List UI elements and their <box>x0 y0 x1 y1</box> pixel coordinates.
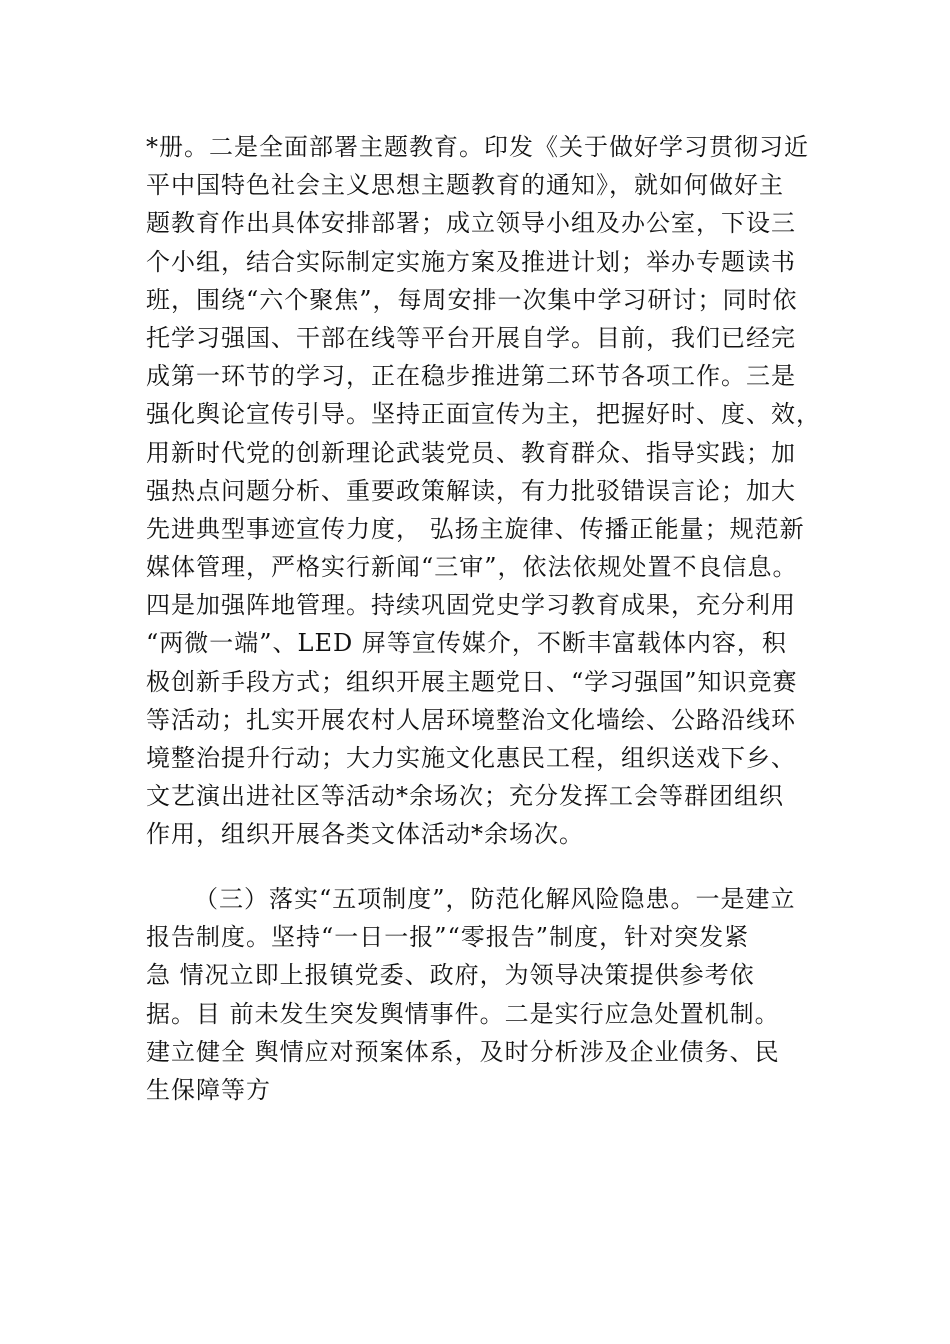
text-line: 极创新手段方式；组织开展主题党日、“学习强国”知识竞赛 <box>146 667 798 696</box>
text-line: 用新时代党的创新理论武装党员、教育群众、指导实践；加 <box>146 438 796 467</box>
text-line: 境整治提升行动；大力实施文化惠民工程，组织送戏下乡、 <box>146 744 796 772</box>
text-line: 生保障等方 <box>146 1075 271 1104</box>
text-line: 先进典型事迹宣传力度， 弘扬主旋律、传播正能量；规范新 <box>146 514 805 543</box>
text-line: 据。目 前未发生突发舆情事件。二是实行应急处置机制。 <box>146 999 780 1028</box>
text-line: 成第一环节的学习，正在稳步推进第二环节各项工作。三是 <box>146 362 796 391</box>
text-line: 急 情况立即上报镇党委、政府，为领导决策提供参考依 <box>146 961 755 990</box>
text-line: 个小组，结合实际制定实施方案及推进计划；举办专题读书 <box>146 247 796 276</box>
text-line: 强热点问题分析、重要政策解读，有力批驳错误言论；加大 <box>146 476 796 505</box>
paragraph-1 <box>146 128 821 854</box>
text-line: 班，围绕“六个聚焦”，每周安排一次集中学习研讨；同时依 <box>146 285 798 314</box>
paragraph-2 <box>146 880 816 1109</box>
text-line: 四是加强阵地管理。持续巩固党史学习教育成果，充分利用 <box>146 591 796 620</box>
text-line: “两微一端”、LED 屏等宣传媒介，不断丰富载体内容，积 <box>146 629 787 658</box>
text-line: 建立健全 舆情应对预案体系，及时分析涉及企业债务、民 <box>146 1037 780 1066</box>
text-line: 强化舆论宣传引导。坚持正面宣传为主，把握好时、度、效， <box>146 400 821 429</box>
text-line: *册。二是全面部署主题教育。印发《关于做好学习贯彻习近 <box>146 133 809 161</box>
text-line: 托学习强国、干部在线等平台开展自学。目前，我们已经完 <box>146 323 796 352</box>
text-line: 等活动；扎实开展农村人居环境整治文化墙绘、公路沿线环 <box>146 705 796 734</box>
text-line: 媒体管理，严格实行新闻“三审”，依法依规处置不良信息。 <box>146 553 798 582</box>
text-line: 作用，组织开展各类文体活动*余场次。 <box>146 820 584 849</box>
text-line: （三）落实“五项制度”，防范化解风险隐患。一是建立 <box>194 885 796 913</box>
text-line: 题教育作出具体安排部署；成立领导小组及办公室，下设三 <box>146 209 796 238</box>
text-line: 平中国特色社会主义思想主题教育的通知》，就如何做好主 <box>146 171 784 200</box>
text-line: 文艺演出进社区等活动*余场次；充分发挥工会等群团组织 <box>146 782 784 811</box>
text-line: 报告制度。坚持“一日一报”“零报告”制度，针对突发紧 <box>146 923 750 952</box>
